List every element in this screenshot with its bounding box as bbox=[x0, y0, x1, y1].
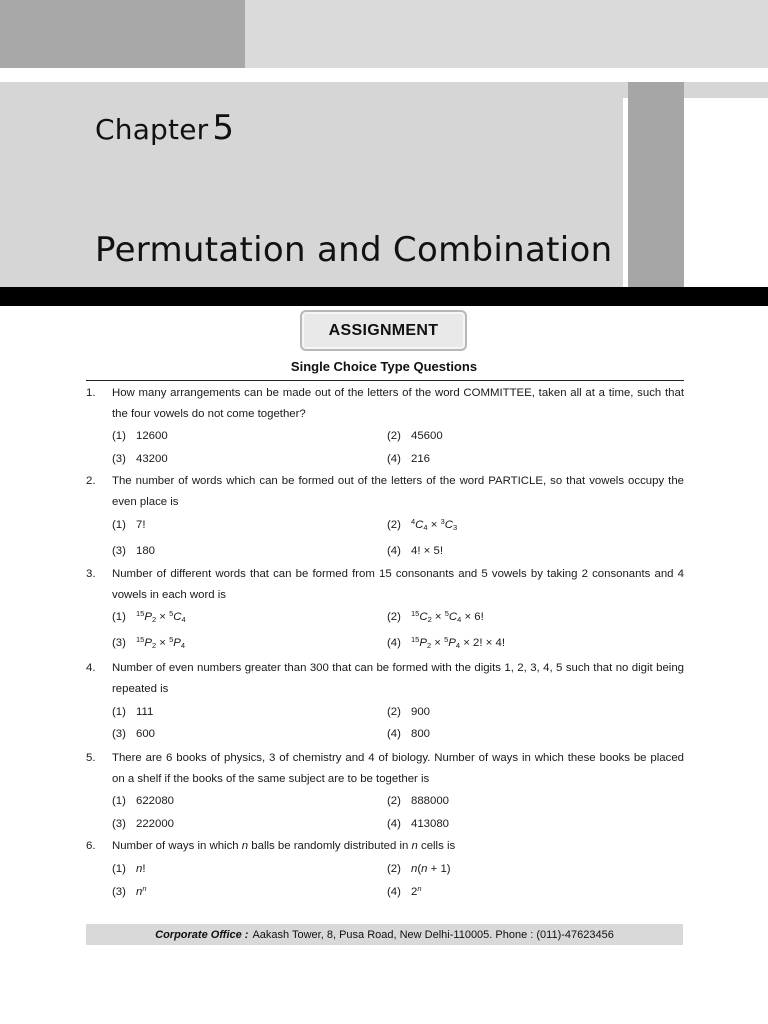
option-label: (4) bbox=[387, 545, 401, 557]
option-value: 43200 bbox=[136, 453, 168, 465]
option-label: (1) bbox=[112, 430, 126, 442]
expr-sup: 15 bbox=[411, 635, 420, 644]
expr-symbol: C bbox=[444, 519, 453, 531]
expr-sup: 5 bbox=[444, 609, 449, 618]
expr-tail: × 2! × 4! bbox=[460, 637, 506, 649]
question-number: 5. bbox=[86, 752, 96, 764]
expr-symbol: C bbox=[173, 611, 182, 623]
expr-operator: × bbox=[431, 611, 445, 623]
option-value: 12600 bbox=[136, 430, 168, 442]
expr-symbol: n bbox=[136, 863, 143, 875]
expr-symbol: C bbox=[448, 611, 458, 623]
question-text-part: cells is bbox=[417, 840, 456, 852]
question-text: How many arrangements can be made out of the letters of the word COMMITTEE, taken all at a time, such that the four vowels do not come together? bbox=[112, 387, 684, 420]
option-3-1[interactable] bbox=[112, 609, 186, 625]
page-title: Permutation and Combination bbox=[95, 230, 613, 270]
footer-bar bbox=[86, 924, 683, 945]
chapter-label: Chapter bbox=[95, 113, 209, 146]
expr-sup: n bbox=[142, 884, 147, 893]
option-5-2[interactable] bbox=[387, 793, 449, 809]
header-right-accent bbox=[628, 82, 684, 287]
expr-operator: × bbox=[431, 637, 445, 649]
footer-text: Aakash Tower, 8, Pusa Road, New Delhi-110005. Phone : (011)-47623456 bbox=[252, 928, 614, 941]
option-5-4[interactable] bbox=[387, 816, 449, 832]
question-3 bbox=[86, 564, 684, 605]
option-label: (4) bbox=[387, 637, 401, 649]
option-4-3[interactable] bbox=[112, 726, 155, 742]
option-label: (3) bbox=[112, 545, 126, 557]
option-label: (2) bbox=[387, 519, 401, 531]
option-3-4[interactable] bbox=[387, 635, 505, 651]
option-3-2[interactable] bbox=[387, 609, 484, 625]
option-value: 900 bbox=[411, 706, 431, 718]
question-number: 3. bbox=[86, 568, 96, 580]
option-1-1[interactable] bbox=[112, 428, 168, 444]
assignment-badge: ASSIGNMENT bbox=[300, 310, 467, 351]
option-value: 7! bbox=[136, 519, 146, 531]
header-black-bar bbox=[0, 287, 768, 306]
question-number: 6. bbox=[86, 840, 96, 852]
expr-symbol: C bbox=[415, 519, 424, 531]
option-label: (1) bbox=[112, 519, 126, 531]
option-2-4[interactable] bbox=[387, 543, 443, 559]
expr-sub: 4 bbox=[455, 641, 461, 650]
option-label: (4) bbox=[387, 453, 401, 465]
section-rule bbox=[86, 380, 684, 381]
expr-operator: × bbox=[156, 637, 170, 649]
expr-sub: 4 bbox=[181, 615, 186, 624]
option-label: (3) bbox=[112, 637, 126, 649]
expr-symbol: P bbox=[144, 637, 152, 649]
option-value: 888000 bbox=[411, 795, 450, 807]
option-label: (1) bbox=[112, 795, 126, 807]
expr-symbol: P bbox=[144, 611, 152, 623]
expr-sub: 3 bbox=[452, 523, 458, 532]
question-5 bbox=[86, 748, 684, 789]
question-number: 2. bbox=[86, 475, 96, 487]
expr-base: 2 bbox=[411, 886, 418, 898]
option-label: (1) bbox=[112, 706, 126, 718]
option-label: (1) bbox=[112, 863, 126, 875]
option-label: (3) bbox=[112, 886, 126, 898]
option-6-3[interactable] bbox=[112, 884, 147, 900]
option-4-1[interactable] bbox=[112, 704, 153, 720]
option-2-3[interactable] bbox=[112, 543, 155, 559]
expr-sup: 4 bbox=[411, 517, 416, 526]
option-label: (4) bbox=[387, 728, 401, 740]
option-2-1[interactable] bbox=[112, 517, 146, 533]
option-label: (3) bbox=[112, 818, 126, 830]
option-6-1[interactable] bbox=[112, 861, 146, 877]
option-value: 180 bbox=[136, 545, 156, 557]
question-text-part: balls be randomly distributed in bbox=[248, 840, 412, 852]
expr-operator: × bbox=[156, 611, 170, 623]
option-label: (2) bbox=[387, 430, 401, 442]
expr-symbol: n bbox=[421, 863, 428, 875]
expr-tail: + 1) bbox=[427, 863, 451, 875]
question-text bbox=[112, 836, 684, 857]
expr-tail: ( bbox=[417, 863, 422, 875]
top-band-accent bbox=[0, 0, 245, 68]
option-label: (2) bbox=[387, 863, 401, 875]
option-label: (2) bbox=[387, 706, 401, 718]
question-1 bbox=[86, 383, 684, 424]
option-value: 45600 bbox=[411, 430, 443, 442]
question-4 bbox=[86, 658, 684, 699]
option-label: (2) bbox=[387, 795, 401, 807]
expr-tail: ! bbox=[142, 863, 146, 875]
expr-symbol: n bbox=[411, 863, 418, 875]
option-value: 222000 bbox=[136, 818, 175, 830]
expr-sup: n bbox=[417, 884, 422, 893]
option-label: (1) bbox=[112, 611, 126, 623]
expr-sup: 5 bbox=[169, 635, 174, 644]
expr-sup: 15 bbox=[136, 635, 145, 644]
option-1-4[interactable] bbox=[387, 451, 430, 467]
option-1-3[interactable] bbox=[112, 451, 168, 467]
question-variable: n bbox=[411, 840, 418, 852]
question-number: 1. bbox=[86, 387, 96, 399]
option-5-3[interactable] bbox=[112, 816, 174, 832]
option-value: 600 bbox=[136, 728, 156, 740]
option-6-4[interactable] bbox=[387, 884, 422, 900]
question-6 bbox=[86, 836, 684, 857]
question-text: The number of words which can be formed out of the letters of the word PARTICLE, so that vowels occupy the even place is bbox=[112, 475, 684, 508]
expr-tail: × 6! bbox=[461, 611, 484, 623]
option-4-2[interactable] bbox=[387, 704, 430, 720]
option-label: (2) bbox=[387, 611, 401, 623]
option-1-2[interactable] bbox=[387, 428, 443, 444]
expr-symbol: P bbox=[173, 637, 181, 649]
question-text: There are 6 books of physics, 3 of chemistry and 4 of biology. Number of ways in which these books be placed on a shelf if the books of the same subject are to be together is bbox=[112, 752, 684, 785]
expr-sup: 15 bbox=[136, 609, 145, 618]
expr-sub: 2 bbox=[151, 641, 157, 650]
option-value: 413080 bbox=[411, 818, 450, 830]
expr-sub: 4 bbox=[423, 523, 428, 532]
option-value: 216 bbox=[411, 453, 431, 465]
option-value: 800 bbox=[411, 728, 431, 740]
option-value: 111 bbox=[136, 706, 154, 718]
expr-symbol: P bbox=[448, 637, 456, 649]
expr-operator: × bbox=[427, 519, 441, 531]
expr-sub: 2 bbox=[151, 615, 157, 624]
expr-sup: 3 bbox=[440, 517, 445, 526]
question-variable: n bbox=[241, 840, 249, 852]
option-label: (3) bbox=[112, 453, 126, 465]
question-text-part: Number of ways in which bbox=[112, 840, 242, 852]
expr-sup: 15 bbox=[411, 609, 420, 618]
expr-symbol: C bbox=[419, 611, 428, 623]
chapter-heading bbox=[95, 108, 234, 148]
chapter-number: 5 bbox=[212, 108, 235, 148]
option-label: (3) bbox=[112, 728, 126, 740]
expr-sub: 2 bbox=[427, 615, 432, 624]
question-text: Number of even numbers greater than 300 that can be formed with the digits 1, 2, 3, 4, 5 such that no digit being repeated is bbox=[112, 662, 684, 695]
expr-sup: 5 bbox=[444, 635, 449, 644]
expr-sub: 4 bbox=[180, 641, 186, 650]
question-text: Number of different words that can be formed from 15 consonants and 5 vowels by taking 2 consonants and 4 vowels in each word is bbox=[112, 568, 684, 601]
footer-label: Corporate Office : bbox=[155, 928, 249, 941]
option-label: (4) bbox=[387, 886, 401, 898]
option-6-2[interactable] bbox=[387, 861, 451, 877]
expr-sub: 2 bbox=[426, 641, 432, 650]
option-label: (4) bbox=[387, 818, 401, 830]
question-2 bbox=[86, 471, 684, 512]
question-number: 4. bbox=[86, 662, 96, 674]
option-4-4[interactable] bbox=[387, 726, 430, 742]
section-title: Single Choice Type Questions bbox=[290, 359, 478, 374]
option-value: 4! × 5! bbox=[411, 545, 443, 557]
expr-sup: 5 bbox=[169, 609, 174, 618]
expr-symbol: n bbox=[136, 886, 143, 898]
option-value: 622080 bbox=[136, 795, 175, 807]
option-3-3[interactable] bbox=[112, 635, 185, 651]
option-2-2[interactable] bbox=[387, 517, 457, 533]
option-5-1[interactable] bbox=[112, 793, 174, 809]
expr-sub: 4 bbox=[457, 615, 462, 624]
expr-symbol: P bbox=[419, 637, 427, 649]
